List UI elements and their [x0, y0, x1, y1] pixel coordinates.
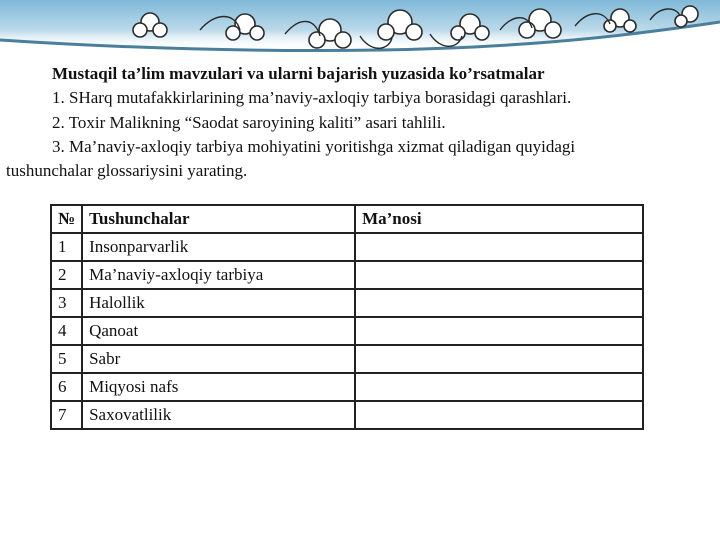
instructions-heading: Mustaqil ta’lim mavzulari va ularni bajarish yuzasida ko’rsatmalar [52, 64, 545, 83]
instruction-item-3: 3. Ma’naviy-axloqiy tarbiya mohiyatini yoritishga xizmat qiladigan quyidagi [52, 137, 576, 156]
table-row [51, 373, 643, 401]
row-meaning [355, 401, 643, 429]
table-row [51, 317, 643, 345]
header-terms: Tushunchalar [82, 205, 355, 233]
row-meaning [355, 345, 643, 373]
glossary-table [50, 204, 644, 430]
header-number: № [51, 205, 82, 233]
row-term: Insonparvarlik [82, 233, 355, 261]
table-row [51, 233, 643, 261]
row-number: 2 [51, 261, 82, 289]
header-meaning: Ma’nosi [355, 205, 643, 233]
row-meaning [355, 289, 643, 317]
table-row [51, 261, 643, 289]
table-row [51, 289, 643, 317]
row-term: Saxovatlilik [82, 401, 355, 429]
row-meaning [355, 317, 643, 345]
row-term: Sabr [82, 345, 355, 373]
row-number: 5 [51, 345, 82, 373]
instruction-item-2: 2. Toxir Malikning “Saodat saroyining kaliti” asari tahlili. [52, 113, 446, 132]
row-number: 3 [51, 289, 82, 317]
table-row [51, 345, 643, 373]
row-number: 1 [51, 233, 82, 261]
row-meaning [355, 233, 643, 261]
row-term: Qanoat [82, 317, 355, 345]
row-number: 6 [51, 373, 82, 401]
table-header-row [51, 205, 643, 233]
row-meaning [355, 261, 643, 289]
table-row [51, 401, 643, 429]
row-number: 4 [51, 317, 82, 345]
instruction-item-3-continued: tushunchalar glossariysini yarating. [6, 161, 248, 180]
instruction-item-1: 1. SHarq mutafakkirlarining ma’naviy-axloqiy tarbiya borasidagi qarashlari. [52, 88, 572, 107]
row-term: Ma’naviy-axloqiy tarbiya [82, 261, 355, 289]
row-meaning [355, 373, 643, 401]
row-term: Halollik [82, 289, 355, 317]
row-term: Miqyosi nafs [82, 373, 355, 401]
row-number: 7 [51, 401, 82, 429]
